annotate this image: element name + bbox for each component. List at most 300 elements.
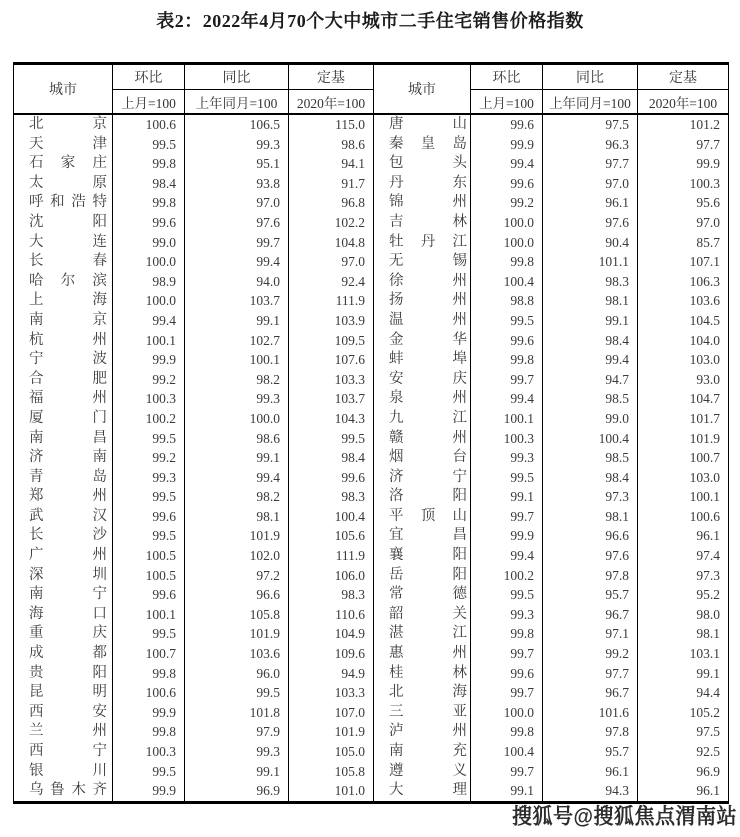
city-cell (14, 272, 113, 292)
city-cell (14, 624, 113, 644)
subheader-mom-right: 上月=100 (471, 90, 543, 115)
mom-value: 99.6 (113, 507, 185, 527)
mom-value: 99.5 (471, 585, 543, 605)
city-name: 长 沙 (29, 527, 107, 544)
city-name: 徐 州 (389, 272, 467, 289)
city-cell (14, 585, 113, 605)
base-value: 85.7 (638, 233, 729, 253)
base-value: 98.1 (638, 624, 729, 644)
city-cell (374, 664, 471, 684)
base-value: 96.8 (289, 193, 374, 213)
city-cell (14, 389, 113, 409)
table-row (14, 291, 729, 311)
city-name: 安 庆 (389, 370, 467, 387)
city-name: 郑 州 (29, 488, 107, 505)
yoy-value: 94.0 (185, 272, 289, 292)
city-cell (14, 683, 113, 703)
table-row (14, 507, 729, 527)
mom-value: 99.8 (113, 154, 185, 174)
mom-value: 99.3 (471, 448, 543, 468)
mom-value: 99.6 (113, 213, 185, 233)
city-cell (14, 742, 113, 762)
table-row (14, 114, 729, 135)
city-cell (14, 291, 113, 311)
yoy-value: 100.0 (185, 409, 289, 429)
city-cell (374, 703, 471, 723)
base-value: 115.0 (289, 114, 374, 135)
mom-value: 99.9 (113, 350, 185, 370)
city-cell (14, 722, 113, 742)
yoy-value: 103.6 (185, 644, 289, 664)
mom-value: 99.5 (113, 429, 185, 449)
city-name: 南 充 (389, 743, 467, 759)
mom-value: 99.5 (113, 135, 185, 155)
mom-value: 99.2 (471, 193, 543, 213)
yoy-value: 98.1 (185, 507, 289, 527)
yoy-value: 105.8 (185, 605, 289, 625)
base-value: 100.6 (638, 507, 729, 527)
city-cell (14, 213, 113, 233)
mom-value: 100.3 (471, 429, 543, 449)
yoy-value: 106.5 (185, 114, 289, 135)
mom-value: 99.9 (113, 781, 185, 802)
base-value: 104.9 (289, 624, 374, 644)
subheader-base-right: 2020年=100 (638, 90, 729, 115)
table-row (14, 546, 729, 566)
city-name: 成 都 (29, 645, 107, 662)
base-value: 97.3 (638, 566, 729, 586)
yoy-value: 97.3 (543, 487, 638, 507)
yoy-value: 98.4 (543, 331, 638, 351)
table-row (14, 762, 729, 782)
city-cell (374, 468, 471, 488)
city-name: 泸 州 (389, 723, 467, 740)
yoy-value: 102.7 (185, 331, 289, 351)
mom-value: 99.3 (113, 468, 185, 488)
base-value: 110.6 (289, 605, 374, 625)
yoy-value: 96.6 (543, 526, 638, 546)
city-cell (374, 624, 471, 644)
table-row (14, 135, 729, 155)
mom-value: 100.1 (471, 409, 543, 429)
subheader-yoy-left: 上年同月=100 (185, 90, 289, 115)
city-name: 烟 台 (389, 449, 467, 466)
mom-value: 100.4 (471, 272, 543, 292)
mom-value: 99.9 (471, 135, 543, 155)
header-mom-right: 环比 (471, 64, 543, 90)
yoy-value: 90.4 (543, 233, 638, 253)
yoy-value: 97.6 (543, 546, 638, 566)
base-value: 104.0 (638, 331, 729, 351)
mom-value: 100.0 (113, 291, 185, 311)
city-cell (14, 703, 113, 723)
city-name: 扬 州 (389, 292, 467, 309)
price-index-table (13, 62, 729, 804)
table-row (14, 429, 729, 449)
mom-value: 100.2 (113, 409, 185, 429)
city-cell (374, 526, 471, 546)
city-name: 合 肥 (29, 370, 107, 387)
mom-value: 100.0 (471, 233, 543, 253)
mom-value: 100.1 (113, 331, 185, 351)
yoy-value: 99.0 (543, 409, 638, 429)
city-name: 赣 州 (389, 429, 467, 446)
mom-value: 99.8 (113, 193, 185, 213)
table-row (14, 272, 729, 292)
yoy-value: 99.1 (185, 448, 289, 468)
city-name: 南 昌 (29, 429, 107, 446)
city-cell (374, 174, 471, 194)
base-value: 99.1 (638, 664, 729, 684)
city-cell (374, 448, 471, 468)
table-row (14, 350, 729, 370)
header-base-right: 定基 (638, 64, 729, 90)
table-row (14, 683, 729, 703)
subheader-base-left: 2020年=100 (289, 90, 374, 115)
base-value: 103.3 (289, 370, 374, 390)
base-value: 105.2 (638, 703, 729, 723)
city-cell (374, 742, 471, 762)
city-cell (14, 174, 113, 194)
city-name: 遵 义 (389, 762, 467, 779)
city-name: 福 州 (29, 390, 107, 407)
city-cell (374, 252, 471, 272)
watermark: 搜狐号@搜狐焦点渭南站 (511, 805, 737, 830)
table-row (14, 722, 729, 742)
city-name: 南 京 (29, 311, 107, 328)
yoy-value: 96.7 (543, 683, 638, 703)
base-value: 100.4 (289, 507, 374, 527)
base-value: 92.4 (289, 272, 374, 292)
mom-value: 100.0 (471, 213, 543, 233)
header-yoy-left: 同比 (185, 64, 289, 90)
yoy-value: 94.3 (543, 781, 638, 802)
city-name: 锦 州 (389, 194, 467, 211)
table-row (14, 370, 729, 390)
city-name: 丹 东 (389, 174, 467, 191)
yoy-value: 98.5 (543, 389, 638, 409)
yoy-value: 96.1 (543, 762, 638, 782)
mom-value: 99.5 (113, 487, 185, 507)
city-name: 沈 阳 (29, 213, 107, 230)
base-value: 96.1 (638, 781, 729, 802)
base-value: 105.6 (289, 526, 374, 546)
city-name: 贵 阳 (29, 664, 107, 681)
table-row (14, 664, 729, 684)
city-cell (374, 566, 471, 586)
city-cell (374, 605, 471, 625)
city-name: 哈 尔 滨 (29, 272, 107, 289)
mom-value: 99.6 (471, 664, 543, 684)
city-name: 广 州 (29, 547, 107, 564)
mom-value: 100.5 (113, 546, 185, 566)
base-value: 97.0 (638, 213, 729, 233)
yoy-value: 99.1 (185, 762, 289, 782)
yoy-value: 98.3 (543, 272, 638, 292)
city-cell (374, 350, 471, 370)
table-row (14, 526, 729, 546)
mom-value: 99.7 (471, 370, 543, 390)
table-row (14, 213, 729, 233)
base-value: 103.0 (638, 350, 729, 370)
mom-value: 99.2 (113, 448, 185, 468)
table-row (14, 174, 729, 194)
yoy-value: 95.7 (543, 742, 638, 762)
city-cell (14, 566, 113, 586)
table-row (14, 487, 729, 507)
base-value: 92.5 (638, 742, 729, 762)
header-base-left: 定基 (289, 64, 374, 90)
table-row (14, 389, 729, 409)
city-cell (374, 409, 471, 429)
base-value: 97.7 (638, 135, 729, 155)
base-value: 109.5 (289, 331, 374, 351)
base-value: 101.0 (289, 781, 374, 802)
base-value: 99.6 (289, 468, 374, 488)
city-cell (374, 291, 471, 311)
base-value: 95.2 (638, 585, 729, 605)
base-value: 99.5 (289, 429, 374, 449)
city-name: 洛 阳 (389, 488, 467, 505)
city-cell (14, 350, 113, 370)
city-name: 吉 林 (389, 213, 467, 230)
mom-value: 99.5 (471, 311, 543, 331)
base-value: 104.7 (638, 389, 729, 409)
mom-value: 99.8 (113, 664, 185, 684)
header-city-right: 城市 (374, 64, 471, 115)
mom-value: 99.4 (471, 546, 543, 566)
base-value: 100.3 (638, 174, 729, 194)
city-cell (14, 526, 113, 546)
yoy-value: 101.9 (185, 624, 289, 644)
table-row (14, 233, 729, 253)
mom-value: 100.0 (471, 703, 543, 723)
base-value: 102.2 (289, 213, 374, 233)
city-name: 泉 州 (389, 390, 467, 407)
city-cell (374, 233, 471, 253)
base-value: 100.7 (638, 448, 729, 468)
base-value: 97.4 (638, 546, 729, 566)
mom-value: 99.9 (113, 703, 185, 723)
table-row (14, 644, 729, 664)
city-cell (374, 722, 471, 742)
base-value: 98.6 (289, 135, 374, 155)
yoy-value: 98.4 (543, 468, 638, 488)
base-value: 98.4 (289, 448, 374, 468)
mom-value: 100.1 (113, 605, 185, 625)
base-value: 103.1 (638, 644, 729, 664)
mom-value: 99.1 (471, 487, 543, 507)
city-name: 三 亚 (389, 703, 467, 720)
yoy-value: 97.6 (185, 213, 289, 233)
mom-value: 100.6 (113, 683, 185, 703)
city-name: 温 州 (389, 311, 467, 328)
city-name: 西 宁 (29, 743, 107, 759)
yoy-value: 99.4 (543, 350, 638, 370)
city-name: 济 南 (29, 449, 107, 466)
city-name: 桂 林 (389, 664, 467, 681)
city-name: 太 原 (29, 174, 107, 191)
city-name: 北 海 (389, 684, 467, 701)
city-cell (374, 762, 471, 782)
city-cell (374, 135, 471, 155)
city-name: 南 宁 (29, 586, 107, 603)
mom-value: 100.6 (113, 114, 185, 135)
base-value: 96.9 (638, 762, 729, 782)
base-value: 101.7 (638, 409, 729, 429)
base-value: 111.9 (289, 291, 374, 311)
city-cell (374, 331, 471, 351)
city-name: 海 口 (29, 605, 107, 622)
yoy-value: 99.4 (185, 468, 289, 488)
city-name: 济 宁 (389, 468, 467, 485)
base-value: 94.4 (638, 683, 729, 703)
base-value: 98.3 (289, 487, 374, 507)
city-cell (14, 468, 113, 488)
city-name: 西 安 (29, 703, 107, 720)
city-cell (14, 487, 113, 507)
mom-value: 99.7 (471, 507, 543, 527)
mom-value: 99.6 (471, 174, 543, 194)
city-name: 包 头 (389, 155, 467, 172)
city-name: 大 连 (29, 233, 107, 250)
base-value: 104.5 (638, 311, 729, 331)
mom-value: 99.4 (113, 311, 185, 331)
yoy-value: 96.9 (185, 781, 289, 802)
mom-value: 99.6 (471, 114, 543, 135)
base-value: 103.7 (289, 389, 374, 409)
city-name: 武 汉 (29, 507, 107, 524)
yoy-value: 97.0 (185, 193, 289, 213)
base-value: 103.0 (638, 468, 729, 488)
city-name: 常 德 (389, 586, 467, 603)
city-cell (374, 683, 471, 703)
mom-value: 100.4 (471, 742, 543, 762)
mom-value: 100.3 (113, 742, 185, 762)
yoy-value: 97.7 (543, 664, 638, 684)
mom-value: 100.3 (113, 389, 185, 409)
header-mom-left: 环比 (113, 64, 185, 90)
subheader-yoy-right: 上年同月=100 (543, 90, 638, 115)
yoy-value: 99.3 (185, 389, 289, 409)
yoy-value: 94.7 (543, 370, 638, 390)
city-cell (374, 487, 471, 507)
yoy-value: 93.8 (185, 174, 289, 194)
base-value: 97.5 (638, 722, 729, 742)
city-name: 牡 丹 江 (389, 233, 467, 250)
yoy-value: 98.6 (185, 429, 289, 449)
yoy-value: 99.1 (185, 311, 289, 331)
yoy-value: 99.1 (543, 311, 638, 331)
yoy-value: 97.2 (185, 566, 289, 586)
mom-value: 99.3 (471, 605, 543, 625)
city-name: 深 圳 (29, 566, 107, 583)
mom-value: 99.1 (471, 781, 543, 802)
mom-value: 100.0 (113, 252, 185, 272)
city-cell (14, 448, 113, 468)
header-city-left: 城市 (14, 64, 113, 115)
yoy-value: 103.7 (185, 291, 289, 311)
city-cell (14, 762, 113, 782)
city-name: 湛 江 (389, 625, 467, 642)
base-value: 106.3 (638, 272, 729, 292)
yoy-value: 98.2 (185, 370, 289, 390)
city-cell (374, 114, 471, 135)
city-cell (14, 429, 113, 449)
mom-value: 99.5 (113, 762, 185, 782)
city-cell (14, 507, 113, 527)
base-value: 95.6 (638, 193, 729, 213)
city-cell (14, 644, 113, 664)
city-cell (14, 135, 113, 155)
base-value: 94.9 (289, 664, 374, 684)
yoy-value: 97.1 (543, 624, 638, 644)
city-cell (14, 252, 113, 272)
yoy-value: 100.4 (543, 429, 638, 449)
city-cell (14, 114, 113, 135)
base-value: 94.1 (289, 154, 374, 174)
yoy-value: 97.6 (543, 213, 638, 233)
table-row (14, 624, 729, 644)
city-name: 金 华 (389, 331, 467, 348)
table-row (14, 605, 729, 625)
city-name: 青 岛 (29, 468, 107, 485)
base-value: 104.8 (289, 233, 374, 253)
city-cell (374, 154, 471, 174)
base-value: 101.2 (638, 114, 729, 135)
base-value: 104.3 (289, 409, 374, 429)
city-name: 上 海 (29, 292, 107, 309)
mom-value: 99.5 (113, 526, 185, 546)
mom-value: 99.6 (113, 585, 185, 605)
base-value: 109.6 (289, 644, 374, 664)
city-cell (374, 193, 471, 213)
city-cell (374, 272, 471, 292)
city-name: 蚌 埠 (389, 351, 467, 368)
mom-value: 99.4 (471, 154, 543, 174)
city-name: 大 理 (389, 782, 467, 799)
base-value: 99.9 (638, 154, 729, 174)
yoy-value: 97.0 (543, 174, 638, 194)
yoy-value: 96.3 (543, 135, 638, 155)
mom-value: 98.4 (113, 174, 185, 194)
city-name: 天 津 (29, 135, 107, 152)
base-value: 98.0 (638, 605, 729, 625)
yoy-value: 102.0 (185, 546, 289, 566)
city-name: 乌 鲁 木 齐 (29, 782, 107, 799)
mom-value: 99.8 (113, 722, 185, 742)
yoy-value: 101.1 (543, 252, 638, 272)
base-value: 100.1 (638, 487, 729, 507)
base-value: 105.8 (289, 762, 374, 782)
mom-value: 99.2 (113, 370, 185, 390)
base-value: 98.3 (289, 585, 374, 605)
table-header (14, 64, 729, 115)
base-value: 105.0 (289, 742, 374, 762)
city-cell (374, 213, 471, 233)
mom-value: 99.6 (471, 331, 543, 351)
city-cell (374, 311, 471, 331)
mom-value: 99.7 (471, 683, 543, 703)
city-name: 秦 皇 岛 (389, 135, 467, 152)
mom-value: 98.9 (113, 272, 185, 292)
mom-value: 99.5 (471, 468, 543, 488)
yoy-value: 101.6 (543, 703, 638, 723)
base-value: 107.0 (289, 703, 374, 723)
city-cell (374, 585, 471, 605)
city-name: 呼 和 浩 特 (29, 194, 107, 211)
yoy-value: 99.4 (185, 252, 289, 272)
